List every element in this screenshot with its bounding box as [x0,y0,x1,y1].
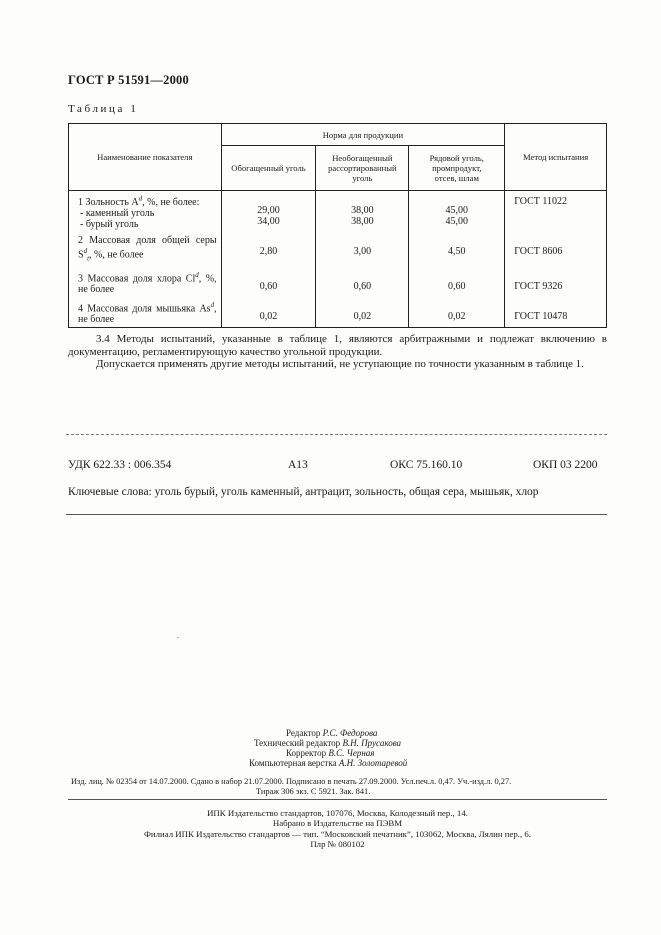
ash-sub-hard-coal: - каменный уголь [80,208,155,220]
publisher-line-2: Набрано в Издательстве на ПЭВМ [272,818,403,828]
cell-value: 0,60 [221,267,316,297]
cell-value: 38,00 [351,205,374,216]
specification-table [68,123,607,328]
table-caption: Таблица 1 [68,103,139,115]
okp-code: ОКП 03 2200 [533,459,598,471]
divider [68,799,607,800]
credit-corrector: Корректор В.С. Черная [286,748,375,758]
imprint-line-2: Тираж 306 экз. С 5921. Зак. 841. [256,787,371,796]
group-code: А13 [288,459,308,471]
header-ordinary-coal: Рядовой уголь, промпродукт, отсев, шлам [409,146,505,191]
indicator-chlorine: 3 Массовая доля хлора Cl$^d$, %, не более [69,267,222,297]
keywords: Ключевые слова: уголь бурый, уголь каменный, антрацит, зольность, общая сера, мышьяк, хлор [68,486,539,498]
paragraph-alternative-methods: Допускается применять другие методы испытаний, не уступающие по точности указанным в таблице 1. [96,358,584,370]
credit-layout: Компьютерная верстка А.Н. Золотаревой [249,758,408,768]
credit-editor: Редактор Р.С. Федорова [286,728,378,738]
cell-value: 38,00 [351,216,374,227]
ash-label: 1 Зольность $A^d$, %, не более: [78,195,200,209]
cell-value: 45,00 [445,205,469,216]
udk-code: УДК 622.33 : 006.354 [68,459,172,471]
cell-value: 29,00 [257,205,280,216]
indicator-sulfur: 2 Массовая доля общей серы $S^d_t$, %, не более [69,232,222,266]
publisher-line-3: Филиал ИПК Издательство стандартов — тип. “Московский печатник”, 103062, Москва, Лялин пер., 6. [143,829,531,839]
cell-value: 0,02 [409,297,505,328]
header-enriched-coal: Обогащенный уголь [221,146,316,191]
document-number: ГОСТ Р 51591—2000 [68,73,189,87]
cell-value: 0,60 [316,267,409,297]
publisher-line-1: ИПК Издательство стандартов, 107076, Москва, Колодезный пер., 14. [207,808,468,818]
cell-value: 0,02 [316,297,409,328]
method-chlorine: ГОСТ 9326 [505,267,607,297]
paragraph-3-4: 3.4 Методы испытаний, указанные в таблице 1, являются арбитражными и подлежат включению в документацию, регламентирующую качество угольной продукции. [68,333,607,358]
ash-sub-brown-coal: - бурый уголь [80,219,139,231]
header-method: Метод испытания [505,124,607,191]
credits-block [249,728,408,768]
cell-value: 2,80 [221,232,316,266]
scan-speck [177,637,179,638]
imprint-line-1: Изд. лиц. № 02354 от 14.07.2000. Сдано в набор 21.07.2000. Подписано в печать 27.09.2000. Усл.печ.л. 0,47. Уч.-изд.л. 0,27. [71,777,512,786]
publisher-line-4: Плр № 080102 [310,839,365,849]
cell-value: 0,02 [221,297,316,328]
cell-value: 34,00 [257,216,280,227]
header-indicator: Наименование показателя [69,124,222,191]
cell-value: 45,00 [445,216,469,227]
divider [66,514,607,515]
cell-value: 4,50 [409,232,505,266]
credit-tech-editor: Технический редактор В.Н. Прусакова [254,738,402,748]
oks-code: ОКС 75.160.10 [390,459,463,471]
method-arsenic: ГОСТ 10478 [505,297,607,328]
table-row [69,267,607,297]
cell-value: 3,00 [316,232,409,266]
table-row [69,297,607,328]
table-row [69,232,607,266]
indicator-arsenic: 4 Массовая доля мышьяка As$^d$, не более [69,297,222,328]
header-unenriched-coal: Необогащенный рассортированный уголь [316,146,409,191]
table-row [69,191,607,233]
divider [66,434,607,435]
header-norm-group: Норма для продукции [221,124,505,146]
method-sulfur: ГОСТ 8606 [505,232,607,266]
indicator-ash [69,191,222,233]
method-ash: ГОСТ 11022 [505,191,607,233]
cell-value: 0,60 [409,267,505,297]
